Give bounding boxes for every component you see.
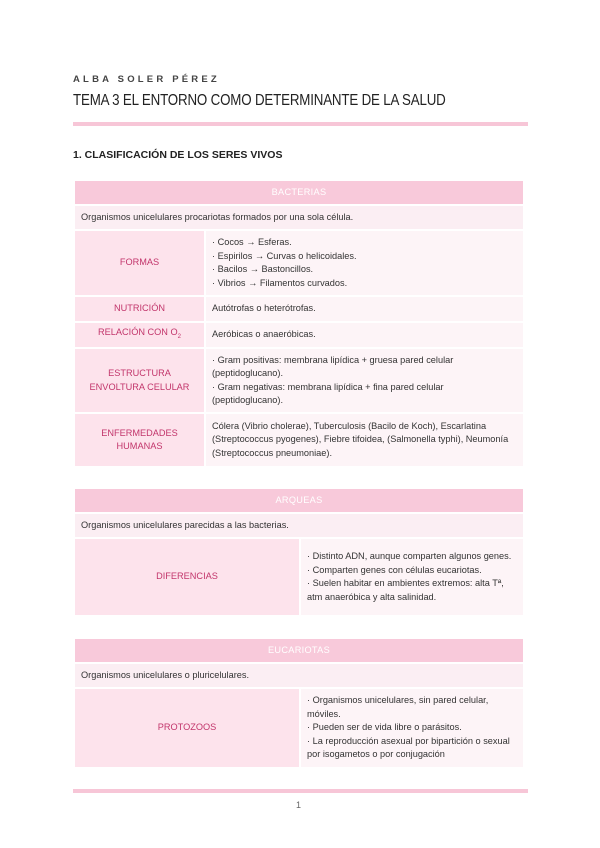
bacterias-table xyxy=(73,179,525,468)
bacterias-header: BACTERIAS xyxy=(74,180,524,205)
enfermedades-value: Cólera (Vibrio cholerae), Tuberculosis (Bacilo de Koch), Escarlatina (Streptococcus pyogenes), Fiebre tifoidea, (Salmonella typhi), Neumonía (Streptococcus pneumoniae). xyxy=(205,413,524,467)
list-item: · Pueden ser de vida libre o parásitos. xyxy=(307,722,462,733)
diferencias-value xyxy=(300,538,524,616)
relacion-value: Aeróbicas o anaeróbicas. xyxy=(205,322,524,348)
estructura-value xyxy=(205,348,524,413)
arqueas-table xyxy=(73,487,525,617)
list-item: · Suelen habitar en ambientes extremos: alta Tª, atm anaeróbica y alta salinidad. xyxy=(307,578,504,602)
list-item: · Gram positivas: membrana lipídica + gruesa pared celular (peptidoglucano). xyxy=(212,354,454,378)
protozoos-label: PROTOZOOS xyxy=(74,688,300,768)
arqueas-header: ARQUEAS xyxy=(74,488,524,513)
top-divider xyxy=(73,122,528,126)
nutricion-value: Autótrofas o heterótrofas. xyxy=(205,296,524,322)
list-item: · Distinto ADN, aunque comparten algunos genes. xyxy=(307,551,512,561)
formas-value xyxy=(205,230,524,296)
list-item: · Cocos → Esferas. xyxy=(212,237,292,247)
list-item: · La reproducción asexual por bipartición o sexual por isogametos o por conjugación xyxy=(307,735,510,760)
author-name: ALBA SOLER PÉREZ xyxy=(73,74,220,85)
section-heading: 1. CLASIFICACIÓN DE LOS SERES VIVOS xyxy=(73,149,283,161)
list-item: · Bacilos → Bastoncillos. xyxy=(212,264,314,274)
bacterias-description: Organismos unicelulares procariotas formados por una sola célula. xyxy=(74,205,524,230)
enfermedades-label: ENFERMEDADES HUMANAS xyxy=(74,413,205,467)
estructura-label: ESTRUCTURA ENVOLTURA CELULAR xyxy=(74,348,205,413)
list-item: · Organismos unicelulares, sin pared celular, móviles. xyxy=(307,695,489,719)
relacion-label: RELACIÓN CON $O_2$ xyxy=(74,322,205,348)
list-item: · Espirilos → Curvas o helicoidales. xyxy=(212,250,357,261)
formas-label: FORMAS xyxy=(74,230,205,296)
diferencias-label: DIFERENCIAS xyxy=(74,538,300,616)
eucariotas-header: EUCARIOTAS xyxy=(74,638,524,663)
page-number: 1 xyxy=(296,800,302,810)
eucariotas-description: Organismos unicelulares o pluricelulares. xyxy=(74,663,524,688)
protozoos-value xyxy=(300,688,524,768)
eucariotas-table xyxy=(73,637,525,769)
arqueas-description: Organismos unicelulares parecidas a las bacterias. xyxy=(74,513,524,538)
document-title: TEMA 3 EL ENTORNO COMO DETERMINANTE DE LA SALUD xyxy=(73,92,446,109)
nutricion-label: NUTRICIÓN xyxy=(74,296,205,322)
list-item: · Vibrios → Filamentos curvados. xyxy=(212,277,348,288)
list-item: · Gram negativas: membrana lipídica + fina pared celular (peptidoglucano). xyxy=(212,381,444,405)
list-item: · Comparten genes con células eucariotas. xyxy=(307,564,482,575)
bottom-divider xyxy=(73,789,528,793)
